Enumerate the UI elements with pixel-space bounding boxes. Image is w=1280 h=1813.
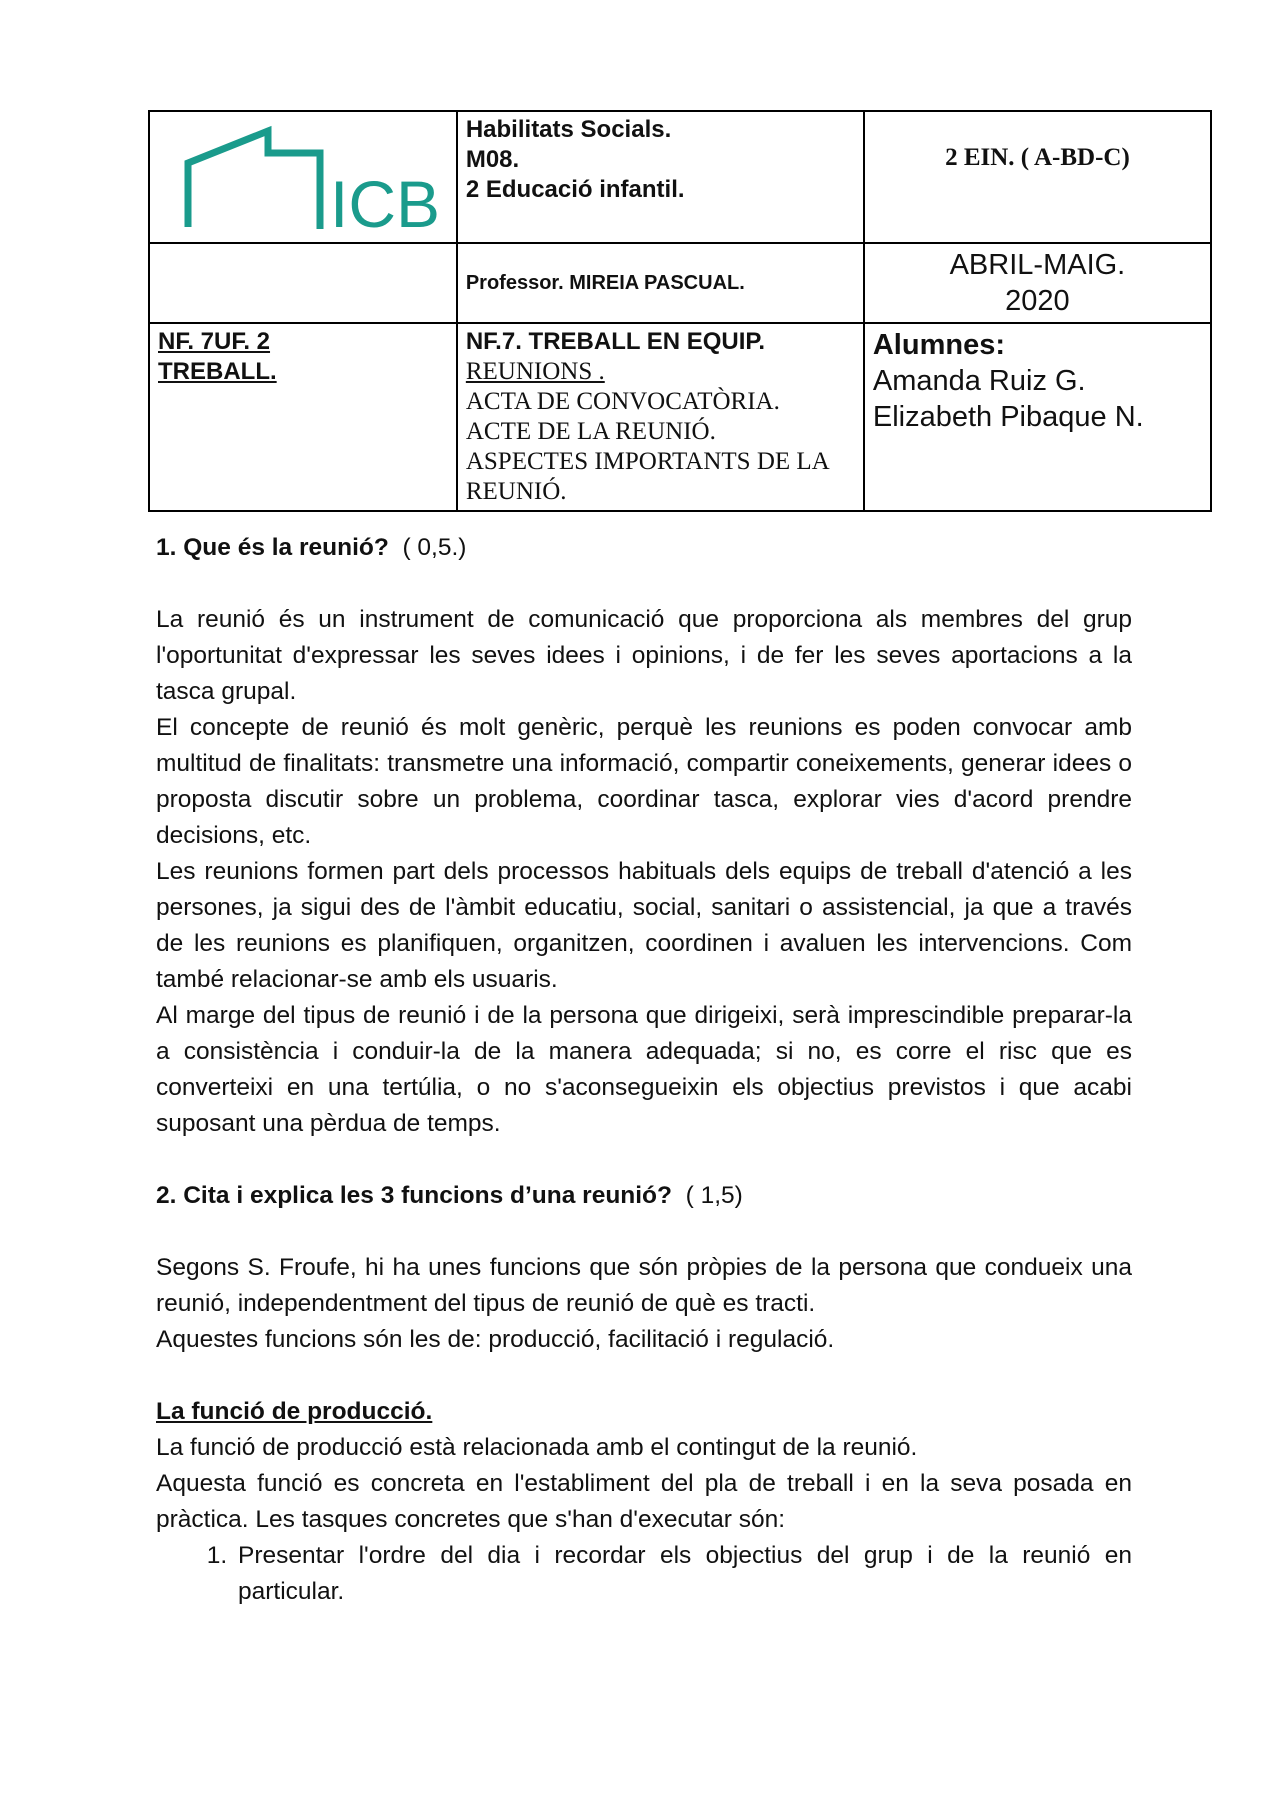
icb-logo	[158, 115, 440, 235]
topic-title: NF.7. TREBALL EN EQUIP.	[465, 328, 766, 355]
question-1-points: ( 0,5.)	[402, 534, 467, 561]
unit-code: NF. 7UF. 2	[158, 328, 271, 355]
student-name: Amanda Ruiz G.	[872, 365, 1086, 397]
paragraph: Segons S. Froufe, hi ha unes funcions que són pròpies de la persona que condueix una reunió, independentment del tipus de reunió de què es tracti.	[156, 1254, 1132, 1317]
header-table	[148, 110, 1212, 512]
question-2-text: 2. Cita i explica les 3 funcions d’una reunió?	[156, 1182, 672, 1209]
paragraph: Aquestes funcions són les de: producció, facilitació i regulació.	[156, 1326, 835, 1353]
subject-cell	[457, 111, 864, 243]
logo-cell	[149, 111, 457, 243]
student-name: Elizabeth Pibaque N.	[872, 401, 1144, 433]
empty-cell	[149, 243, 457, 323]
subject-line: M08.	[465, 146, 520, 173]
list-item: 1. Presentar l'ordre del dia i recordar els objectius del grup i de la reunió en particular.	[234, 1538, 1132, 1610]
paragraph: Les reunions formen part dels processos habituals dels equips de treball d'atenció a les persones, ja sigui des de l'àmbit educatiu, social, sanitari o assistencial, ja que a través de les reunions es planifiquen, organitzen, coordinen i avaluen les intervencions. Com també relacionar-se amb els usuaris.	[156, 858, 1132, 993]
unit-cell	[149, 323, 457, 511]
topic-item: REUNIONS .	[465, 358, 605, 385]
subject-line: Habilitats Socials.	[465, 116, 672, 143]
topic-item: ACTA DE CONVOCATÒRIA.	[465, 388, 780, 415]
date-range: ABRIL-MAIG.	[949, 249, 1126, 281]
section-title: La funció de producció.	[156, 1398, 433, 1425]
date-cell	[864, 243, 1211, 323]
paragraph: La reunió és un instrument de comunicació que proporciona als membres del grup l'oportunitat d'expressar les seves idees i opinions, i de fer les seves aportacions a la tasca grupal.	[156, 606, 1132, 705]
professor-name: Professor. MIREIA PASCUAL.	[465, 271, 745, 294]
question-1	[156, 530, 1132, 566]
question-1-text: 1. Que és la reunió?	[156, 534, 389, 561]
group-label: 2 EIN. ( A-BD-C)	[945, 144, 1130, 171]
logo-text: ICB	[330, 167, 440, 235]
question-2-points: ( 1,5)	[685, 1182, 743, 1209]
tasks-list	[156, 1538, 1132, 1610]
icb-house-icon	[180, 123, 440, 235]
topic-item: ASPECTES IMPORTANTS DE LA REUNIÓ.	[465, 448, 829, 505]
paragraph: El concepte de reunió és molt genèric, perquè les reunions es poden convocar amb multitud de finalitats: transmetre una informació, compartir coneixements, generar idees o proposta discutir sobre un problema, coordinar tasca, explorar vies d'acord prendre decisions, etc.	[156, 714, 1132, 849]
question-2	[156, 1178, 1132, 1214]
students-cell	[864, 323, 1211, 511]
paragraph: Aquesta funció es concreta en l'establiment del pla de treball i en la seva posada en pràctica. Les tasques concretes que s'han d'executar són:	[156, 1470, 1132, 1533]
group-cell	[864, 111, 1211, 243]
document-body	[156, 530, 1132, 1610]
paragraph: La funció de producció està relacionada amb el contingut de la reunió.	[156, 1434, 918, 1461]
unit-name: TREBALL.	[158, 358, 277, 385]
date-year: 2020	[1005, 285, 1070, 317]
professor-cell	[457, 243, 864, 323]
students-label: Alumnes:	[872, 329, 1005, 361]
subject-line: 2 Educació infantil.	[465, 176, 685, 203]
topic-cell	[457, 323, 864, 511]
paragraph: Al marge del tipus de reunió i de la persona que dirigeixi, serà imprescindible preparar-la a consistència i conduir-la de la manera adequada; si no, es corre el risc que es converteixi en una tertúlia, o no s'aconsegueixin els objectius previstos i que acabi suposant una pèrdua de temps.	[156, 1002, 1132, 1137]
topic-item: ACTE DE LA REUNIÓ.	[465, 418, 716, 445]
